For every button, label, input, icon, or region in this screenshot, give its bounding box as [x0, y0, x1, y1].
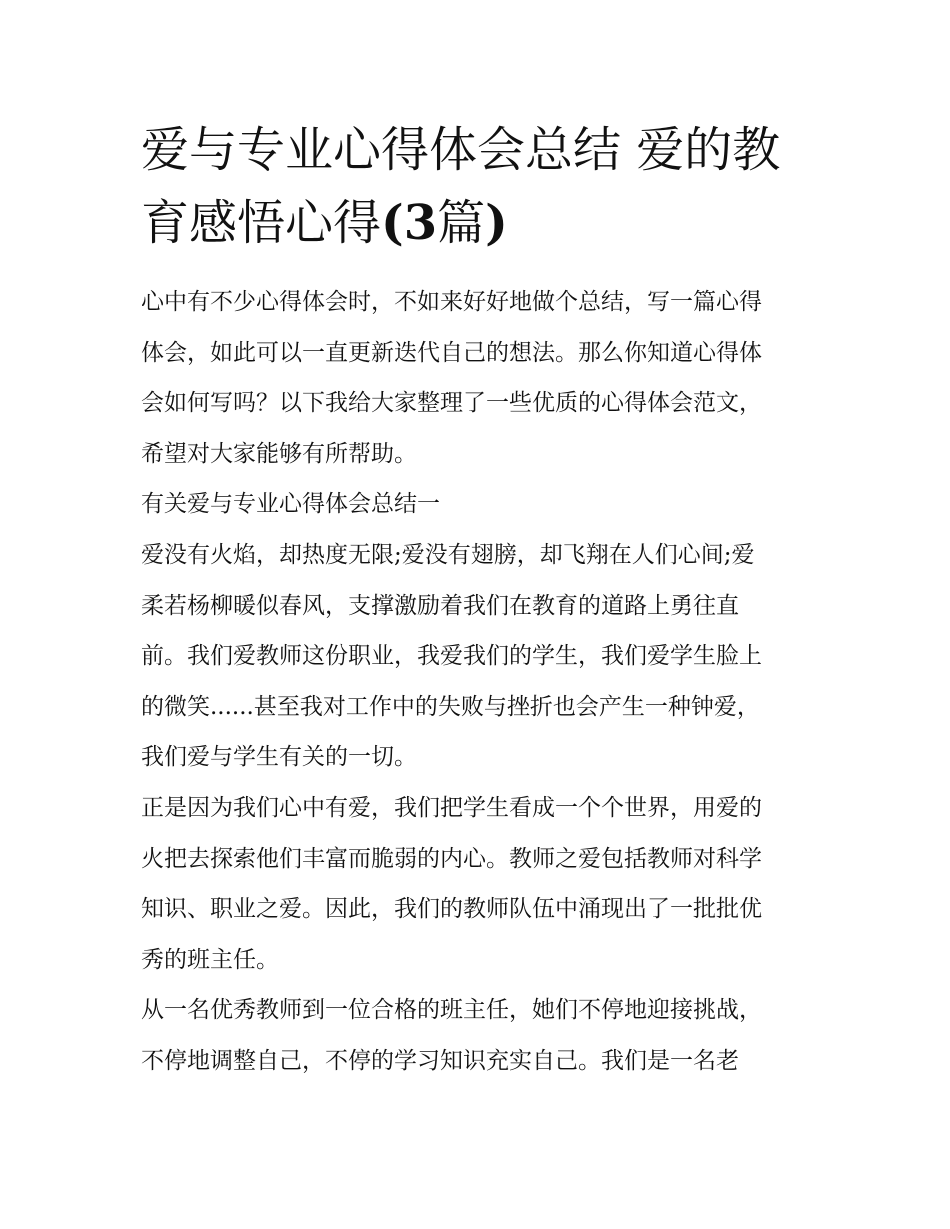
text-line: 我们爱与学生有关的一切。: [141, 744, 417, 771]
title-line-2-text: 育感悟心得: [141, 195, 382, 251]
title-count-close: ): [485, 195, 508, 251]
paragraph-teacher: [141, 985, 813, 1086]
text-line: 心中有不少心得体会时，不如来好好地做个总结，写一篇心得: [141, 289, 762, 315]
text-line: 正是因为我们心中有爱，我们把学生看成一个个世界，用爱的: [141, 794, 762, 821]
text-line: 从一名优秀教师到一位合格的班主任，她们不停地迎接挑战，: [141, 997, 762, 1024]
text-line: 有关爱与专业心得体会总结一: [141, 491, 440, 518]
paragraph-intro: [141, 277, 813, 479]
text-line: 爱没有火焰，却热度无限;爱没有翅膀，却飞翔在人们心间;爱: [141, 541, 755, 568]
text-line: 不停地调整自己，不停的学习知识充实自己。我们是一名老: [141, 1047, 739, 1074]
title-line-1: 爱与专业心得体会总结 爱的教: [141, 122, 781, 178]
text-line: 希望对大家能够有所帮助。: [141, 440, 417, 467]
text-line: 柔若杨柳暖似春风，支撑激励着我们在教育的道路上勇往直: [141, 592, 739, 619]
text-line: 秀的班主任。: [141, 946, 279, 973]
title-line-2: [141, 187, 813, 260]
document-title: [141, 114, 813, 260]
text-line: 体会，如此可以一直更新迭代自己的想法。那么你知道心得体: [141, 339, 762, 366]
text-line: 知识、职业之爱。因此，我们的教师队伍中涌现出了一批批优: [141, 896, 762, 923]
text-line: 前。我们爱教师这份职业，我爱我们的学生，我们爱学生脸上: [141, 643, 762, 670]
section-heading: [141, 479, 813, 530]
document-content: [141, 114, 813, 1087]
text-line: 会如何写吗？以下我给大家整理了一些优质的心得体会范文，: [141, 390, 762, 417]
document-body: [141, 277, 813, 1087]
title-count-open: (3: [381, 195, 438, 251]
title-count-unit: 篇: [437, 195, 486, 251]
paragraph-heart: [141, 783, 813, 985]
text-line: 火把去探索他们丰富而脆弱的内心。教师之爱包括教师对科学: [141, 845, 762, 872]
paragraph-love: [141, 530, 813, 783]
text-line: 的微笑......甚至我对工作中的失败与挫折也会产生一种钟爱，: [141, 693, 760, 720]
